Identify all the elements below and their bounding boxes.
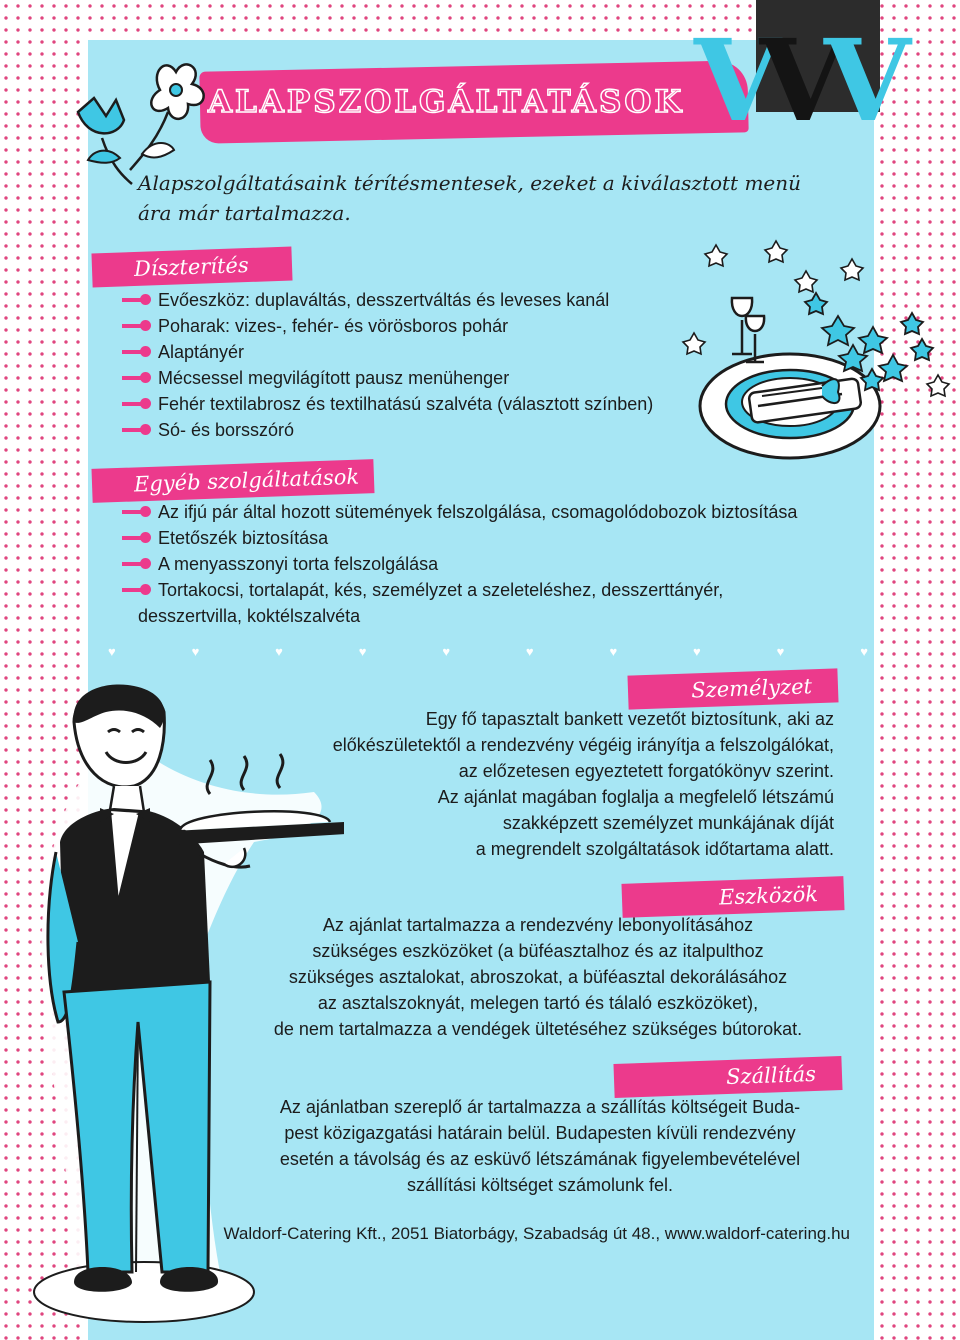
- heart-icon: ♥: [275, 644, 283, 659]
- page-title: ALAPSZOLGÁLTATÁSOK: [208, 84, 685, 120]
- paragraph-line: az asztalszoknyát, melegen tartó és tálaló eszközöket),: [317, 993, 759, 1013]
- list-item: Poharak: vizes-, fehér- és vörösboros pohár: [122, 313, 653, 339]
- heart-icon: ♥: [108, 644, 116, 659]
- heart-icon: ♥: [358, 644, 367, 659]
- section-heading-eszkozok: Eszközök: [621, 876, 844, 918]
- paragraph-line: előkészületektől a rendezvény végéig irányítja a felszolgálókat,: [332, 735, 834, 755]
- logo-letter: V: [758, 16, 824, 147]
- list-item: Alaptányér: [122, 339, 653, 365]
- paragraph-line: Egy fő tapasztalt bankett vezetőt biztosítunk, aki az: [425, 709, 834, 729]
- heart-icon: ♥: [442, 644, 451, 659]
- paragraph-line: Az ajánlatban szereplő ár tartalmazza a szállítás költségeit Buda-: [279, 1097, 801, 1117]
- intro-text: Alapszolgáltatásaink térítésmentesek, ezeket a kiválasztott menü ára már tartalmazza.: [138, 171, 802, 225]
- heart-icon: ♥: [776, 644, 785, 659]
- paragraph-line: szállítási költséget számolunk fel.: [406, 1175, 674, 1195]
- section-heading-diszterites: Díszterítés: [91, 247, 292, 288]
- logo-letter: V: [694, 16, 759, 147]
- paragraph-line: de nem tartalmazza a vendégek ültetéséhez szükséges bútorokat.: [273, 1019, 803, 1039]
- heart-icon: ♥: [609, 644, 618, 659]
- heart-icon: ♥: [693, 644, 701, 659]
- list-item-continuation: desszertvilla, koktélszalvéta: [138, 606, 361, 626]
- section-heading-egyeb: Egyéb szolgáltatások: [91, 459, 374, 503]
- list-item: Az ifjú pár által hozott sütemények felszolgálása, csomagolódobozok biztosítása: [122, 499, 858, 525]
- paragraph-line: pest közigazgatási határain belül. Budapesten kívüli rendezvény: [284, 1123, 796, 1143]
- list-item: Evőeszköz: duplaváltás, desszertváltás és leveses kanál: [122, 287, 653, 313]
- logo-letter: V: [823, 16, 889, 147]
- list-item: Só- és borsszóró: [122, 417, 653, 443]
- diszterites-list: [122, 287, 653, 443]
- list-item: Etetőszék biztosítása: [122, 525, 858, 551]
- list-item: Tortakocsi, tortalapát, kés, személyzet a szeleteléshez, desszerttányér, desszertvilla, koktélszalvéta: [122, 577, 858, 629]
- egyeb-list: [122, 499, 858, 629]
- paragraph-line: szükséges eszközöket (a büféasztalhoz és az italpulthoz: [312, 941, 764, 961]
- footer-address: Waldorf-Catering Kft., 2051 Biatorbágy, Szabadság út 48., www.waldorf-catering.hu: [223, 1224, 850, 1243]
- eszkozok-text: [236, 912, 840, 1042]
- szemelyzet-text: [250, 706, 834, 862]
- place-setting-illustration: [672, 236, 952, 476]
- logo: [694, 16, 894, 147]
- paragraph-line: a megrendelt szolgáltatások időtartama alatt.: [475, 839, 834, 859]
- paragraph-line: az előzetesen egyeztetett forgatókönyv szerint.: [458, 761, 834, 781]
- paragraph-line: szükséges asztalokat, abroszokat, a büféasztal dekorálásához: [288, 967, 788, 987]
- paragraph-line: esetén a távolság és az esküvő létszámának figyelembevételével: [279, 1149, 801, 1169]
- heart-icon: ♥: [525, 644, 534, 659]
- heart-icon: ♥: [191, 644, 200, 659]
- paragraph-line: Az ajánlat tartalmazza a rendezvény lebonyolításához: [322, 915, 754, 935]
- heart-icon: ♥: [860, 644, 868, 659]
- szallitas-text: [240, 1094, 840, 1198]
- section-heading-szemelyzet: Személyzet: [627, 668, 838, 709]
- list-item: Fehér textilabrosz és textilhatású szalvéta (választott színben): [122, 391, 653, 417]
- section-heading-szallitas: Szállítás: [613, 1056, 842, 1098]
- list-item: A menyasszonyi torta felszolgálása: [122, 551, 858, 577]
- paragraph-line: szakképzett személyzet munkájának díját: [502, 813, 834, 833]
- heart-divider: [108, 644, 868, 659]
- list-item: Mécsessel megvilágított pausz menühenger: [122, 365, 653, 391]
- paragraph-line: Az ajánlat magában foglalja a megfelelő létszámú: [437, 787, 834, 807]
